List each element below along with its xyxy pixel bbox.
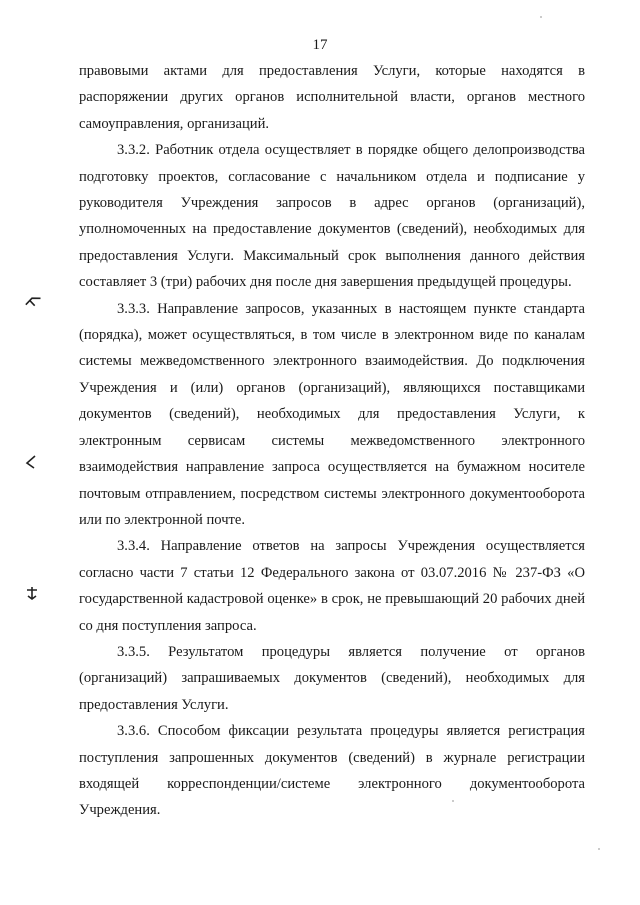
- scan-mark-icon: [24, 586, 40, 602]
- paragraph-3-3-6: 3.3.6. Способом фиксации результата процедуры является регистрация поступления запрошенных документов (сведений) в журнале регистрации входящей корреспонденции/системе электронного документооборота Учреждения.: [79, 723, 585, 819]
- scan-speck: [598, 848, 600, 850]
- paragraph-3-3-5: 3.3.5. Результатом процедуры является получение от органов (организаций) запрашиваемых документов (сведений), необходимых для предоставления Услуги.: [79, 643, 585, 713]
- scan-mark-icon: [22, 291, 44, 310]
- paragraph-3-3-3: 3.3.3. Направление запросов, указанных в настоящем пункте стандарта (порядка), может осуществляться, в том числе в электронном виде по каналам системы межведомственного электронного взаимодействия. До подключения Учреждения и (или) органов (организаций), являющихся поставщиками документов (сведений), необходимых для предоставления Услуги, к электронным сервисам системы межведомственного электронного взаимодействия направление запроса осуществляется на бумажном носителе почтовым отправлением, посредством системы электронного документооборота или по электронной почте.: [79, 300, 585, 528]
- paragraph-3-3-2: 3.3.2. Работник отдела осуществляет в порядке общего делопроизводства подготовку проектов, согласование с начальником отдела и подписание у руководителя Учреждения запросов в адрес органов (организаций), уполномоченных на предоставление документов (сведений), необходимых для предоставления Услуги. Максимальный срок выполнения данного действия составляет 3 (три) рабочих дня после дня завершения предыдущей процедуры.: [79, 142, 585, 291]
- scan-speck: [452, 800, 454, 802]
- paragraph-continuation: правовыми актами для предоставления Услуги, которые находятся в распоряжении других органов исполнительной власти, органов местного самоуправления, организаций.: [79, 63, 585, 132]
- scan-speck: [540, 16, 542, 18]
- page-number: 17: [312, 37, 328, 53]
- paragraph-3-3-4: 3.3.4. Направление ответов на запросы Учреждения осуществляется согласно части 7 статьи 12 Федерального закона от 03.07.2016 № 237-ФЗ «О государственной кадастровой оценке» в срок, не превышающий 20 рабочих дней со дня поступления запроса.: [79, 538, 585, 634]
- document-body: [79, 58, 585, 824]
- scan-mark-icon: [22, 454, 38, 470]
